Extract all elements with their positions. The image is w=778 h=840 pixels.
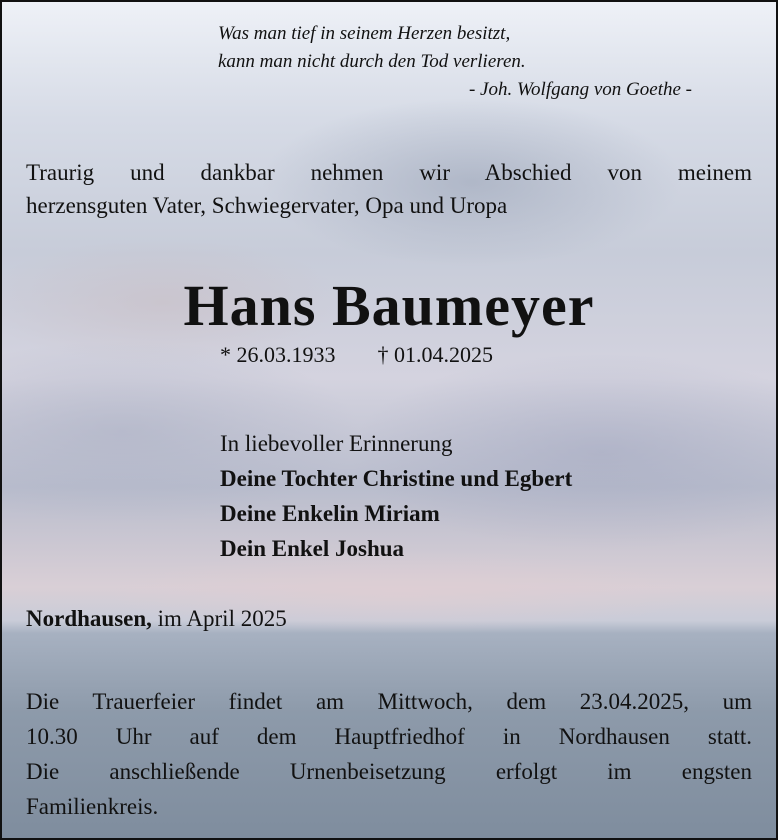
intro-line: herzensguten Vater, Schwiegervater, Opa und Uropa [26,193,508,218]
place-and-date [26,606,752,632]
death-date: † 01.04.2025 [377,342,493,367]
mourner-line: Deine Tochter Christine und Egbert [220,466,573,491]
funeral-line: 10.30 Uhr auf dem Hauptfriedhof in Nordhausen statt. [26,724,752,749]
place-date: im April 2025 [151,606,287,631]
funeral-line: Familienkreis. [26,794,159,819]
mourner-line: Dein Enkel Joshua [220,536,405,561]
funeral-details [26,684,752,824]
funeral-line: Die Trauerfeier findet am Mittwoch, dem 23.04.2025, um [26,689,752,714]
place-city: Nordhausen, [26,606,152,631]
mourner-line: Deine Enkelin Miriam [220,501,440,526]
intro-text [26,156,752,222]
goethe-quote [218,20,692,104]
life-dates [220,342,493,368]
mourners-heading: In liebevoller Erinnerung [220,431,453,456]
birth-date: * 26.03.1933 [220,342,336,367]
quote-line: kann man nicht durch den Tod verlieren. [218,51,526,72]
mourners-list [220,426,572,566]
deceased-name: Hans Baumeyer [183,273,595,338]
intro-line: Traurig und dankbar nehmen wir Abschied von meinem [26,160,752,185]
quote-author: - Joh. Wolfgang von Goethe - [468,79,692,100]
funeral-line: Die anschließende Urnenbeisetzung erfolgt im engsten [26,759,752,784]
quote-line: Was man tief in seinem Herzen besitzt, [218,23,511,44]
